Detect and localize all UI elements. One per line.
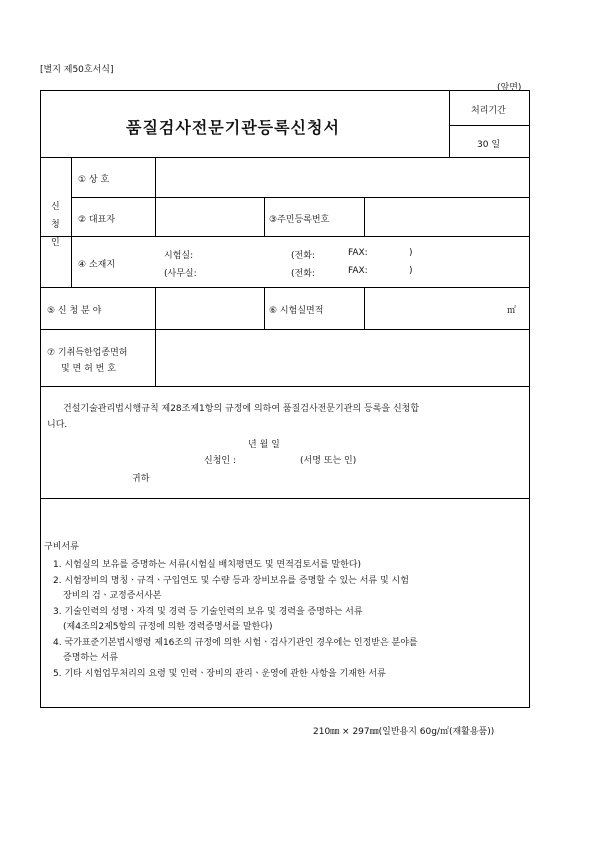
date-line: 년 월 일 <box>248 440 280 450</box>
rule <box>155 157 156 237</box>
required-doc-item: 5. 기타 시험업무처리의 요령 및 인력ㆍ장비의 관리ㆍ운영에 관한 사항을 기재한 서류 <box>53 669 386 679</box>
required-doc-item: (제4조의2제5항의 규정에 의한 경력증명서를 말한다) <box>63 622 273 632</box>
statement-line-2: 니다. <box>47 420 68 430</box>
field-label: ⑤ 신 청 분 야 <box>47 306 102 316</box>
rule <box>41 386 529 387</box>
applicant-label-3: 인 <box>51 238 60 248</box>
area-unit: ㎡ <box>507 306 517 316</box>
paper-spec-footer: 210㎜ × 297㎜(일반용지 60g/㎡(재활용품)) <box>313 727 495 737</box>
office-close: ) <box>409 266 413 276</box>
required-doc-item: 4. 국가표준기본법시행령 제16조의 규정에 의한 시험ㆍ검사기관인 경우에는 인정받은 분야를 <box>53 638 418 648</box>
applicant-label-1: 신 <box>51 202 60 212</box>
rule <box>264 287 265 329</box>
rule <box>264 197 265 236</box>
license-label-1: ⑦ 기취득한업종면허 <box>47 348 128 358</box>
processing-value: 30 일 <box>477 140 501 150</box>
lab-fax-label: FAX: <box>348 248 368 258</box>
lab-close: ) <box>409 248 413 258</box>
office-phone-label: (전화: <box>291 269 315 279</box>
required-doc-item: 2. 시험장비의 명칭ㆍ규격ㆍ구입연도 및 수량 등과 장비보유를 증명할 수 있는 서류 및 시험 <box>53 576 409 586</box>
rule <box>41 498 529 499</box>
form-number: [별지 제50호서식] <box>40 65 114 75</box>
statement-line-1: 건설기술관리법시행규칙 제28조제1항의 규정에 의하여 품질검사전문기관의 등록을 신청합 <box>63 404 420 414</box>
required-doc-item: 1. 시험실의 보유를 증명하는 서류(시험실 배치평면도 및 면적검토서를 말한다) <box>53 560 362 570</box>
office-fax-label: FAX: <box>348 266 368 276</box>
representative-label: ② 대표자 <box>78 215 116 225</box>
rule <box>41 329 529 330</box>
lab-area-label: ⑥ 시험실면적 <box>269 306 324 316</box>
required-doc-item: 장비의 검ㆍ교정증서사본 <box>63 591 162 601</box>
lab-phone-label: (전화: <box>291 251 315 261</box>
resident-number-label: ③주민등록번호 <box>269 215 330 225</box>
license-label-2: 및 면 허 번 호 <box>61 364 116 374</box>
rule <box>41 157 529 158</box>
addressee: 귀하 <box>132 474 150 484</box>
side-label: (앞면) <box>497 83 522 93</box>
rule <box>449 125 529 126</box>
rule <box>71 157 72 287</box>
office-address-label: (사무실: <box>164 269 197 279</box>
rule <box>364 287 365 329</box>
rule <box>449 91 450 157</box>
rule <box>41 236 529 237</box>
required-doc-item: 3. 기술인력의 성명ㆍ자격 및 경력 등 기술인력의 보유 및 경력을 증명하는 서류 <box>53 607 363 617</box>
processing-label: 처리기간 <box>471 106 506 116</box>
lab-address-label: 시험실: <box>164 251 194 261</box>
application-form <box>40 90 530 708</box>
trade-name-label: ① 상 호 <box>78 175 110 185</box>
required-docs-header: 구비서류 <box>44 542 79 552</box>
form-title: 품질검사전문기관등록신청서 <box>126 118 340 137</box>
signature-note: (서명 또는 인) <box>300 456 357 466</box>
location-label: ④ 소재지 <box>78 260 116 270</box>
rule <box>364 197 365 236</box>
applicant-sign-label: 신청인 : <box>204 456 236 466</box>
rule <box>155 287 156 386</box>
rule <box>71 197 529 198</box>
required-doc-item: 증명하는 서류 <box>63 653 119 663</box>
rule <box>41 287 529 288</box>
applicant-label-2: 청 <box>51 220 60 230</box>
